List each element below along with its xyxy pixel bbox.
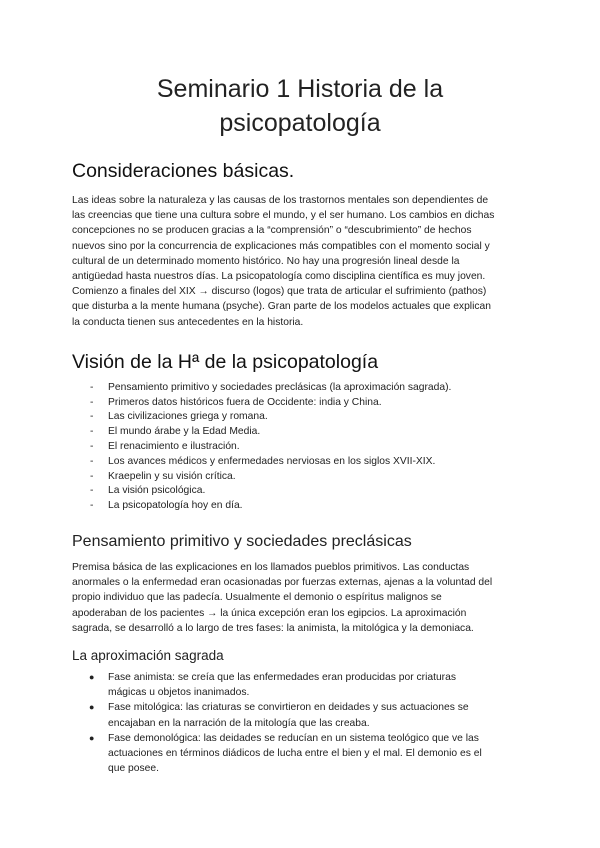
dash-marker: -	[90, 500, 94, 512]
dash-marker: -	[90, 381, 94, 393]
list-item: ● Fase animista: se creía que las enfermedades eran producidas por criaturas mágicas u objetos inanimados.	[89, 672, 456, 699]
section-heading-vision: Visión de la Hª de la psicopatología	[72, 350, 379, 373]
dash-marker: -	[90, 396, 94, 408]
vision-list	[72, 381, 528, 514]
list-item: - Pensamiento primitivo y sociedades preclásicas (la aproximación sagrada).	[72, 381, 528, 396]
section-heading-consideraciones: Consideraciones básicas.	[72, 160, 295, 182]
paragraph-pensamiento: Premisa básica de las explicaciones en los llamados pueblos primitivos. Las conductas anormales o la enfermedad eran ocasionadas por fuerzas externas, ajenas a la voluntad del propio individuo que las padecía. Usualmente el demonio o espíritus malignos se apoderaban de los pacientes → la única excepción eran los egipcios. La aproximación sagrada, se desarrolló a lo largo de tres fases: la animista, la mitológica y la demoniaca.	[72, 562, 493, 634]
dash-marker: -	[90, 441, 94, 453]
section-heading-aproximacion: La aproximación sagrada	[72, 648, 224, 664]
list-item: - Primeros datos históricos fuera de Occidente: india y China.	[72, 396, 528, 411]
list-item: - La visión psicológica.	[72, 484, 528, 499]
list-item: - Kraepelin y su visión crítica.	[72, 470, 528, 485]
list-item: - El renacimiento e ilustración.	[72, 440, 528, 455]
section-heading-pensamiento: Pensamiento primitivo y sociedades preclásicas	[72, 533, 412, 550]
list-item: ● Fase mitológica: las criaturas se convirtieron en deidades y sus actuaciones se encajaban en la narración de la mitología que las creaba.	[89, 702, 469, 729]
aproximacion-list	[72, 670, 528, 776]
list-item: - Los avances médicos y enfermedades nerviosas en los siglos XVII-XIX.	[72, 455, 528, 470]
dash-marker: -	[90, 411, 94, 423]
bullet-marker: ●	[89, 702, 95, 713]
list-item: - Las civilizaciones griega y romana.	[72, 410, 528, 425]
bullet-marker: ●	[89, 732, 95, 743]
document-title: Seminario 1 Historia de la psicopatología	[156, 75, 444, 137]
dash-marker: -	[90, 455, 94, 467]
dash-marker: -	[90, 485, 94, 497]
document-page	[72, 72, 528, 776]
dash-marker: -	[90, 426, 94, 438]
list-item: - El mundo árabe y la Edad Media.	[72, 425, 528, 440]
paragraph-consideraciones: Las ideas sobre la naturaleza y las causas de los trastornos mentales son dependientes de las creencias que tiene una cultura sobre el mundo, y el ser humano. Los cambios en dichas concepciones no se producen gracias a la “comprensión” o “descubrimiento” de hechos nuevos sino por la concurrencia de explicaciones más compatibles con el momento social y cultural de un determinado momento histórico. No hay una progresión lineal desde la antigüedad hasta nuestros días. La psicopatología como disciplina científica es muy joven. Comienzo a finales del XIX → discurso (logos) que trata de articular el sufrimiento (pathos) que disturba a la mente humana (psyche). Gran parte de los modelos actuales que explican la conducta tienen sus antecedentes en la historia.	[72, 195, 495, 328]
dash-marker: -	[90, 470, 94, 482]
bullet-marker: ●	[89, 672, 95, 683]
list-item: ● Fase demonológica: las deidades se reducían en un sistema teológico que ve las actuaciones en términos diádicos de lucha entre el bien y el mal. El demonio es el que posee.	[89, 732, 482, 775]
list-item: - La psicopatología hoy en día.	[72, 499, 528, 514]
